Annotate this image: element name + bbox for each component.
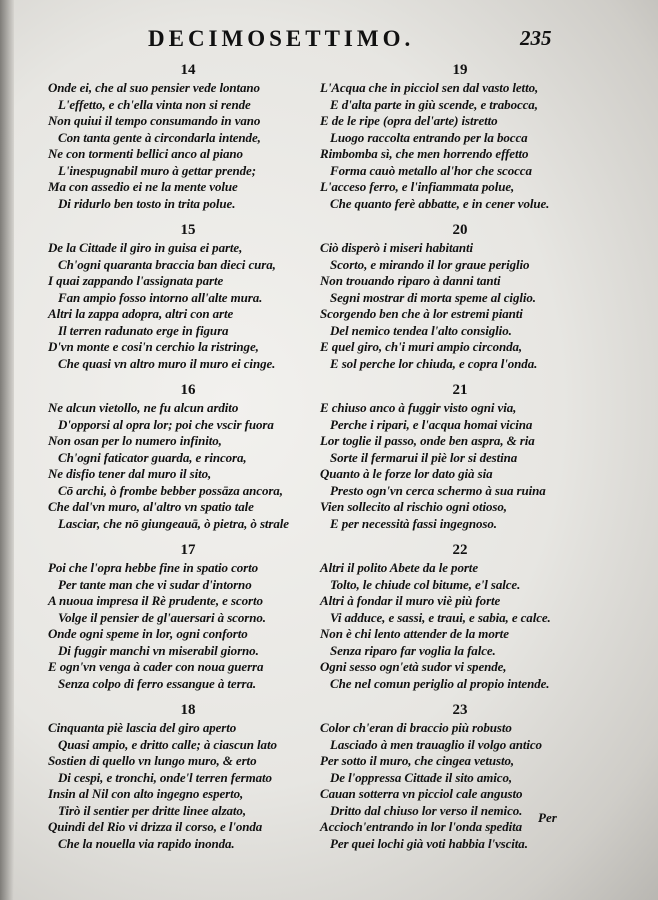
verse-line: Tolto, le chiude col bitume, e'l salce.	[330, 576, 521, 592]
verse-line: Ogni sesso ogn'età sudor vi spende,	[320, 659, 507, 674]
verse-line: Ciò disperò i miseri habitanti	[320, 240, 474, 255]
verse-line: Il terren radunato erge in figura	[58, 322, 229, 338]
stanza-number: 23	[452, 702, 468, 718]
stanza	[48, 60, 328, 212]
verse-line: Per quei lochi già voti habbia l'vscita.	[330, 835, 528, 851]
verse-line: Altri la zappa adopra, altri con arte	[48, 306, 234, 321]
verse-line: Ne alcun vietollo, ne fu alcun ardito	[48, 400, 239, 415]
verse-line: Insin al Nil con alto ingegno esperto,	[48, 786, 244, 801]
verse-line: Volge il pensier de gl'auersari à scorno.	[58, 609, 266, 625]
stanza-number: 15	[180, 222, 196, 238]
verse-line: Color ch'eran di braccio più robusto	[320, 720, 512, 735]
verse-line: Onde ei, che al suo pensier vede lontano	[48, 80, 260, 95]
verse-line: Cauan sotterra vn picciol cale angusto	[320, 786, 523, 801]
stanza	[320, 220, 600, 372]
verse-line: Perche i ripari, e l'acqua homai vicina	[330, 416, 533, 432]
verse-line: Lor toglie il passo, onde ben aspra, & ria	[320, 433, 535, 448]
verse-line: Scorto, e mirando il lor graue periglio	[330, 256, 530, 272]
catchword: Per	[538, 810, 557, 825]
verse-line: Con tanta gente à circondarla intende,	[58, 129, 261, 145]
verse-line: E sol perche lor chiuda, e copra l'onda.	[330, 355, 538, 371]
verse-line: Sorte il fermarui il piè lor si destina	[330, 449, 518, 465]
stanza-number: 16	[180, 382, 196, 398]
verse-line: Di fuggir manchi vn miserabil giorno.	[58, 642, 259, 658]
verse-line: Onde ogni speme in lor, ogni conforto	[48, 626, 248, 641]
verse-line: L'effetto, e ch'ella vinta non si rende	[58, 96, 251, 112]
verse-line: Non osan per lo numero infinito,	[48, 433, 222, 448]
verse-line: Ne con tormenti bellici anco al piano	[48, 146, 243, 161]
verse-line: Altri il polito Abete da le porte	[320, 560, 478, 575]
verse-line: Per tante man che vi sudar d'intorno	[58, 576, 252, 592]
verse-line: Accioch'entrando in lor l'onda spedita	[320, 819, 523, 834]
verse-line: Quanto à le forze lor dato già sia	[320, 466, 493, 481]
verse-line: I quai zappando l'assignata parte	[48, 273, 224, 288]
verse-line: Cō archi, ò frombe bebber possāza ancora,	[58, 482, 283, 498]
verse-line: E de le ripe (opra del'arte) istretto	[320, 113, 498, 128]
verse-line: E ogn'vn venga à cader con noua guerra	[48, 659, 264, 674]
verse-line: Che la nouella via rapido inonda.	[58, 835, 235, 851]
stanza-number: 22	[452, 542, 468, 558]
verse-line: Lasciar, che nō giungeauā, ò pietra, ò strale	[58, 515, 289, 531]
verse-line: Rimbomba sì, che men horrendo effetto	[320, 146, 529, 161]
verse-line: Di ridurlo ben tosto in trita polue.	[58, 195, 236, 211]
verse-line: Tirò il sentier per dritte linee alzato,	[58, 802, 246, 818]
left-column	[48, 60, 328, 860]
verse-line: Segni mostrar di morta speme al ciglio.	[330, 289, 536, 305]
verse-line: Non è chi lento attender de la morte	[320, 626, 509, 641]
verse-line: Ne disfio tener dal muro il sito,	[48, 466, 212, 481]
verse-line: Luogo raccolta entrando per la bocca	[330, 129, 528, 145]
verse-line: E chiuso anco à fuggir visto ogni via,	[320, 400, 517, 415]
stanza	[320, 700, 600, 852]
stanza-number: 18	[180, 702, 196, 718]
stanza	[320, 380, 600, 532]
verse-line: Non quiui il tempo consumando in vano	[48, 113, 261, 128]
verse-line: L'Acqua che in picciol sen dal vasto letto,	[320, 80, 539, 95]
page-header	[0, 26, 658, 54]
verse-line: Del nemico tendea l'alto consiglio.	[330, 322, 512, 338]
verse-line: Fan ampio fosso intorno all'alte mura.	[58, 289, 263, 305]
verse-line: Altri à fondar il muro viè più forte	[320, 593, 501, 608]
verse-line: E d'alta parte in giù scende, e trabocca,	[330, 96, 538, 112]
verse-line: E per necessità fassi ingegnoso.	[330, 515, 497, 531]
verse-line: De la Cittade il giro in guisa ei parte,	[48, 240, 243, 255]
verse-line: Vi adduce, e sassi, e traui, e sabia, e calce.	[330, 609, 551, 625]
right-column	[320, 60, 600, 860]
verse-line: D'vn monte e cosi'n cerchio la ristringe,	[48, 339, 259, 354]
verse-line: Per sotto il muro, che cingea vetusto,	[320, 753, 515, 768]
verse-line: Di cespi, e tronchi, onde'l terren fermato	[58, 769, 272, 785]
stanza-number: 21	[452, 382, 468, 398]
verse-line: E quel giro, ch'i muri ampio circonda,	[320, 339, 523, 354]
running-title: DECIMOSETTIMO.	[148, 26, 415, 51]
stanza	[48, 700, 328, 852]
verse-line: Senza colpo di ferro essangue à terra.	[58, 675, 257, 691]
stanza-number: 19	[452, 62, 468, 78]
verse-line: Lasciado à men trauaglio il volgo antico	[330, 736, 542, 752]
verse-line: L'inespugnabil muro à gettar prende;	[58, 162, 256, 178]
stanza	[48, 220, 328, 372]
verse-line: Sostien di quello vn lungo muro, & erto	[48, 753, 257, 768]
verse-line: A nuoua impresa il Rè prudente, e scorto	[48, 593, 263, 608]
stanza	[48, 380, 328, 532]
verse-line: Quindi del Rio vi drizza il corso, e l'onda	[48, 819, 263, 834]
verse-line: De l'oppressa Cittade il sito amico,	[330, 769, 513, 785]
stanza-number: 17	[180, 542, 196, 558]
verse-line: Ch'ogni faticator guarda, e rincora,	[58, 449, 247, 465]
verse-line: Che quasi vn altro muro il muro ei cinge.	[58, 355, 276, 371]
stanza-number: 20	[452, 222, 468, 238]
verse-line: Che quanto ferè abbatte, e in cener volue.	[330, 195, 550, 211]
verse-line: L'acceso ferro, e l'infiammata polue,	[320, 179, 515, 194]
verse-line: Vien sollecito al rischio ogni otioso,	[320, 499, 507, 514]
stanza-number: 14	[180, 62, 196, 78]
verse-line: Cinquanta piè lascia del giro aperto	[48, 720, 237, 735]
verse-line: Che nel comun periglio al propio intende.	[330, 675, 550, 691]
verse-line: Ch'ogni quaranta braccia ban dieci cura,	[58, 256, 276, 272]
verse-line: Senza riparo far voglia la falce.	[330, 642, 496, 658]
page-gutter-shadow	[0, 0, 14, 900]
verse-line: Presto ogn'vn cerca schermo à sua ruina	[330, 482, 546, 498]
verse-line: Non trouando riparo à danni tanti	[320, 273, 501, 288]
verse-line: Ma con assedio ei ne la mente volue	[48, 179, 238, 194]
verse-line: Scorgendo ben che à lor estremi pianti	[320, 306, 523, 321]
verse-line: Quasi ampio, e dritto calle; à ciascun lato	[58, 736, 277, 752]
stanza	[320, 540, 600, 692]
verse-line: Che dal'vn muro, al'altro vn spatio tale	[48, 499, 254, 514]
verse-line: Forma cauò metallo al'hor che scocca	[330, 162, 532, 178]
verse-line: Poi che l'opra hebbe fine in spatio corto	[48, 560, 259, 575]
verse-line: Dritto dal chiuso lor verso il nemico.	[330, 802, 523, 818]
page-number: 235	[520, 26, 552, 50]
stanza	[320, 60, 600, 212]
verse-line: D'opporsi al opra lor; poi che vscir fuora	[58, 416, 274, 432]
stanza	[48, 540, 328, 692]
